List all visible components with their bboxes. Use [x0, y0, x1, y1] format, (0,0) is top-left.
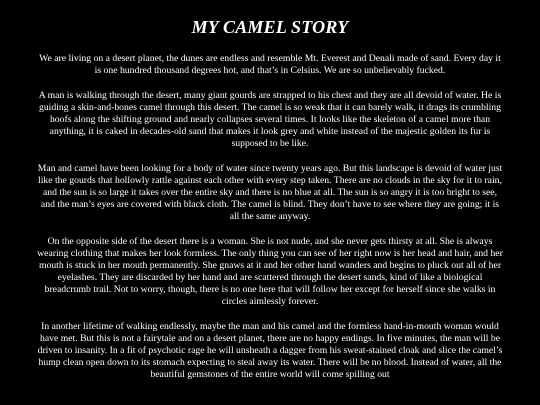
story-title: MY CAMEL STORY — [191, 17, 349, 37]
story-paragraph-1: We are living on a desert planet, the dunes are endless and resemble Mt. Everest and Denali made of sand. Every day it is one hundred thousand degrees hot, and that’s in Celsius. We are so unbelievably fucked. — [39, 53, 501, 76]
story-content — [35, 0, 505, 381]
story-paragraph-5: In another lifetime of walking endlessly, maybe the man and his camel and the formless hand-in-mouth woman would have met. But this is not a fairytale and on a desert planet, there are no happy endings. In five minutes, the man will be driven to insanity. In a fit of psychotic rage he will unsheath a dagger from his sweat-stained cloak and slice the camel’s hump clean open down to its stomach expecting to steal away its water. There will be no blood. Instead of water, all the beautiful gemstones of the entire world will come spilling out — [37, 321, 503, 380]
story-paragraph-3: Man and camel have been looking for a body of water since twenty years ago. But this landscape is devoid of water just like the gourds that hollowly rattle against each other with every step taken. There are no clouds in the sky for it to rain, and the sun is so large it takes over the entire sky and there is no blue at all. The sun is so angry it is too bright to see, and the man’s eyes are covered with black cloth. The camel is blind. They don’t have to see where they are going; it is all the same anyway. — [37, 163, 503, 222]
story-paragraph-4: On the opposite side of the desert there is a woman. She is not nude, and she never gets thirsty at all. She is always wearing clothing that makes her look formless. The only thing you can see of her right now is her head and hair, and her mouth is stuck in her mouth permanently. She gnaws at it and her other hand wanders and begins to pluck out all of her eyelashes. They are discarded by her hand and are scattered through the desert sands, kind of like a biological breadcrumb trail. Not to worry, though, there is no one here that will follow her except for herself since she walks in circles aimlessly forever. — [37, 236, 503, 307]
story-paragraph-2: A man is walking through the desert, many giant gourds are strapped to his chest and they are all devoid of water. He is guiding a skin-and-bones camel through this desert. The camel is so weak that it can barely walk, it drags its crumbling hoofs along the shifting ground and nearly collapses several times. It looks like the skeleton of a camel more than anything, it is caked in decades-old sand that makes it look grey and white instead of the majestic golden its fur is supposed to be like. — [38, 90, 502, 149]
